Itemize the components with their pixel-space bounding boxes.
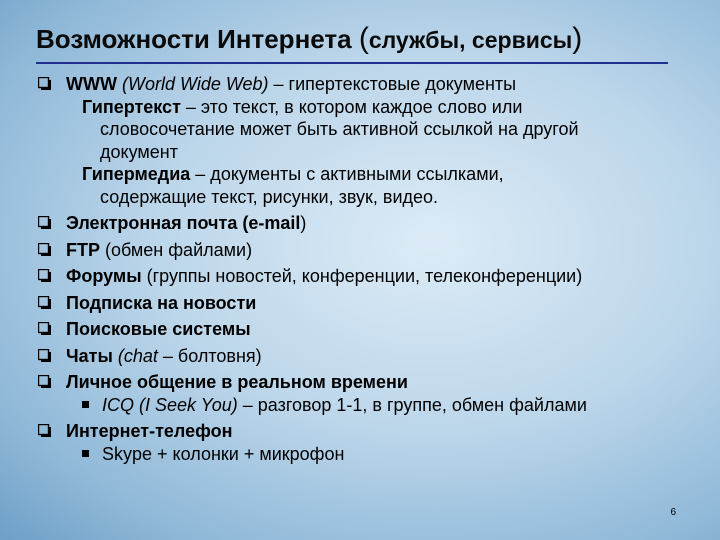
personal-label: Личное общение в реальном времени: [66, 372, 408, 392]
forums-text: (группы новостей, конференции, телеконференции): [141, 266, 583, 286]
ftp-label: FTP: [66, 239, 100, 260]
checkbox-bullet-icon: [38, 296, 51, 309]
list-item-www: [38, 73, 708, 96]
chats-text: – болтовня): [157, 345, 262, 366]
icq-text: – разговор 1-1, в группе, обмен файлами: [237, 394, 587, 415]
email-label: Электронная почта (e-mail: [66, 213, 301, 233]
checkbox-bullet-icon: [38, 77, 51, 90]
hypertext-text-3: документ: [100, 141, 178, 162]
news-label: Подписка на новости: [66, 292, 257, 313]
ftp-text: (обмен файлами): [100, 239, 253, 260]
hypermedia-label: Гипермедиа: [82, 164, 191, 184]
list-item-email: [38, 212, 708, 235]
chats-italic: (chat: [112, 345, 158, 366]
email-text: ): [300, 213, 307, 233]
checkbox-bullet-icon: [38, 349, 51, 362]
square-bullet-icon: [82, 450, 89, 457]
icq-italic: ICQ (I Seek You): [102, 394, 238, 415]
www-text: – гипертекстовые документы: [268, 74, 517, 94]
title-open-paren: (: [358, 22, 369, 55]
list-subitem-icq: [38, 394, 708, 417]
www-label: WWW: [66, 74, 117, 94]
slide-title: [36, 22, 582, 56]
list-subitem-skype: [38, 443, 708, 466]
checkbox-bullet-icon: [38, 216, 51, 229]
title-divider: [36, 62, 668, 64]
chats-label: Чаты: [66, 345, 113, 366]
list-item-ftp: [38, 239, 708, 262]
page-number: 6: [670, 507, 676, 518]
list-item-search: [38, 318, 708, 341]
phone-label: Интернет-телефон: [66, 421, 233, 441]
checkbox-bullet-icon: [38, 322, 51, 335]
hypermedia-text-2: содержащие текст, рисунки, звук, видео.: [100, 186, 439, 207]
hypertext-line: [38, 96, 708, 119]
hypertext-text-1: – это текст, в котором каждое слово или: [180, 96, 523, 117]
bullet-list: [38, 73, 708, 469]
list-item-chats: [38, 345, 708, 368]
checkbox-bullet-icon: [38, 375, 51, 388]
list-item-forums: [38, 265, 708, 288]
search-label: Поисковые системы: [66, 319, 251, 339]
title-subtitle: службы, сервисы: [368, 27, 573, 53]
title-main: Возможности Интернета: [36, 24, 352, 54]
list-item-news: [38, 292, 708, 315]
hypertext-label: Гипертекст: [82, 96, 181, 117]
list-item-phone: [38, 420, 708, 443]
hypermedia-text-1: – документы с активными ссылками,: [190, 164, 504, 184]
forums-label: Форумы: [66, 266, 142, 286]
title-close-paren: ): [572, 22, 583, 55]
checkbox-bullet-icon: [38, 243, 51, 256]
hypermedia-line: [38, 163, 708, 186]
hypertext-text-2: словосочетание может быть активной ссылкой на другой: [100, 119, 579, 139]
square-bullet-icon: [82, 401, 89, 408]
checkbox-bullet-icon: [38, 424, 51, 437]
list-item-personal: [38, 371, 708, 394]
skype-text: Skype + колонки + микрофон: [102, 443, 345, 464]
checkbox-bullet-icon: [38, 269, 51, 282]
www-italic: (World Wide Web): [121, 74, 269, 94]
